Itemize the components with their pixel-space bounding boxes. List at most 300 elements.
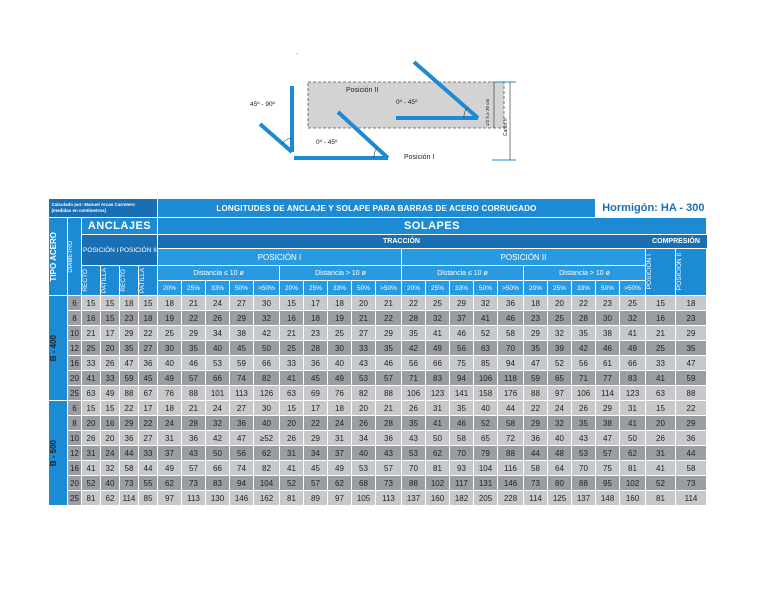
value-cell: 40 [158,356,182,371]
value-cell: 62 [254,446,280,461]
value-cell: 97 [328,491,352,506]
value-cell: 23 [120,311,139,326]
value-cell: 41 [280,371,304,386]
value-cell: 17 [101,326,120,341]
value-cell: 18 [139,311,158,326]
value-cell: 58 [498,326,524,341]
value-cell: 32 [548,416,572,431]
pct-header: 25% [548,281,572,296]
value-cell: 56 [572,356,596,371]
value-cell: 114 [524,491,548,506]
pct-header: 20% [280,281,304,296]
value-cell: 35 [450,401,474,416]
value-cell: 41 [82,371,101,386]
value-cell: 15 [646,401,676,416]
table-row [49,326,707,341]
value-cell: 23 [524,311,548,326]
pct-header: 33% [206,281,230,296]
value-cell: 95 [596,476,620,491]
pct-header: 25% [304,281,328,296]
value-cell: 32 [426,311,450,326]
value-cell: 33 [101,371,120,386]
value-cell: 36 [304,356,328,371]
value-cell: 27 [139,341,158,356]
value-cell: 29 [182,326,206,341]
value-cell: 35 [402,416,426,431]
value-cell: 56 [402,356,426,371]
pct-header: 20% [402,281,426,296]
table-row [49,476,707,491]
pct-header: 50% [352,281,376,296]
value-cell: 22 [139,416,158,431]
value-cell: 35 [120,341,139,356]
value-cell: 43 [352,356,376,371]
value-cell: 81 [280,491,304,506]
value-cell: 17 [139,401,158,416]
value-cell: 34 [206,326,230,341]
value-cell: 102 [620,476,646,491]
value-cell: 30 [254,401,280,416]
value-cell: 42 [206,431,230,446]
value-cell: 58 [120,461,139,476]
value-cell: 36 [182,431,206,446]
value-cell: 43 [572,431,596,446]
value-cell: 58 [450,431,474,446]
value-cell: 70 [498,341,524,356]
value-cell: 146 [230,491,254,506]
tipo-acero-header [49,218,68,296]
value-cell: 25 [158,326,182,341]
pct-header: 25% [182,281,206,296]
value-cell: 62 [426,446,450,461]
value-cell: 81 [426,461,450,476]
value-cell: 73 [120,476,139,491]
value-cell: 69 [304,386,328,401]
value-cell: 94 [230,476,254,491]
value-cell: 88 [524,386,548,401]
value-cell: 72 [498,431,524,446]
value-cell: 65 [474,431,498,446]
value-cell: 113 [376,491,402,506]
value-cell: 43 [402,431,426,446]
value-cell: 94 [498,356,524,371]
value-cell: 22 [676,401,707,416]
diameter-cell: 16 [68,461,82,476]
value-cell: 70 [402,461,426,476]
value-cell: 81 [82,491,101,506]
value-cell: 62 [328,476,352,491]
tipo-acero-label: TIPO ACERO [49,231,58,282]
pct-header: 25% [426,281,450,296]
value-cell: 46 [498,311,524,326]
value-cell: 131 [474,476,498,491]
value-cell: 24 [328,416,352,431]
value-cell: 20 [82,416,101,431]
value-cell: 53 [206,356,230,371]
dist-gt-header-1: Distancia > 10 ø [280,266,402,281]
table-row [49,371,707,386]
value-cell: 32 [101,461,120,476]
value-cell: 73 [676,476,707,491]
diameter-cell: 20 [68,371,82,386]
value-cell: 32 [620,311,646,326]
recto-label-1: RECTO [82,269,89,292]
anclajes-header: ANCLAJES [82,218,158,235]
value-cell: 19 [328,311,352,326]
value-cell: 93 [450,461,474,476]
value-cell: 82 [254,461,280,476]
value-cell: 117 [450,476,474,491]
steel-type-group [49,296,68,401]
diameter-cell: 25 [68,386,82,401]
value-cell: 66 [206,371,230,386]
value-cell: 63 [280,386,304,401]
value-cell: 29 [596,401,620,416]
value-cell: 20 [280,416,304,431]
value-cell: 36 [676,431,707,446]
patilla-label-2: PATILLA [139,267,146,294]
value-cell: 20 [352,401,376,416]
credit-units: (medidas en centímetros) [51,207,107,213]
value-cell: 23 [596,296,620,311]
pct-header: 50% [596,281,620,296]
value-cell: 33 [139,446,158,461]
value-cell: 22 [402,296,426,311]
value-cell: 125 [548,491,572,506]
compresion-pos-i-label: POSICIÓN I [646,254,653,290]
table-row [49,401,707,416]
value-cell: 56 [450,341,474,356]
value-cell: 57 [376,371,402,386]
pct-header: 33% [450,281,474,296]
value-cell: 29 [676,326,707,341]
traccion-posicion-ii: POSICIÓN II [402,249,646,266]
value-cell: 21 [82,326,101,341]
value-cell: 17 [304,401,328,416]
patilla-header-2 [139,266,158,296]
value-cell: 53 [572,446,596,461]
value-cell: 27 [230,296,254,311]
value-cell: 41 [280,461,304,476]
value-cell: 22 [524,401,548,416]
value-cell: 36 [120,431,139,446]
value-cell: 102 [426,476,450,491]
table-row [49,416,707,431]
value-cell: 43 [376,446,402,461]
value-cell: 49 [328,461,352,476]
pct-header: >50% [376,281,402,296]
value-cell: 176 [498,386,524,401]
value-cell: 106 [572,386,596,401]
value-cell: 20 [352,296,376,311]
value-cell: 30 [596,311,620,326]
value-cell: 15 [82,401,101,416]
value-cell: 82 [352,386,376,401]
value-cell: 24 [206,296,230,311]
value-cell: 40 [548,431,572,446]
value-cell: 101 [206,386,230,401]
bar-45-90 [260,86,292,152]
value-cell: 85 [139,491,158,506]
value-cell: 36 [139,356,158,371]
value-cell: 31 [280,446,304,461]
table-row [49,461,707,476]
value-cell: 82 [254,371,280,386]
value-cell: 30 [328,341,352,356]
dist-le-header-2: Distancia ≤ 10 ø [402,266,524,281]
value-cell: 18 [676,296,707,311]
value-cell: 20 [101,341,120,356]
value-cell: 15 [280,401,304,416]
value-cell: 106 [402,386,426,401]
value-cell: 18 [328,401,352,416]
value-cell: 104 [254,476,280,491]
value-cell: 162 [254,491,280,506]
dist-gt-header-2: Distancia > 10 ø [524,266,646,281]
pct-header: 33% [328,281,352,296]
value-cell: 47 [524,356,548,371]
value-cell: 32 [206,416,230,431]
value-cell: 47 [676,356,707,371]
value-cell: 59 [676,371,707,386]
value-cell: 29 [524,416,548,431]
value-cell: 33 [82,356,101,371]
value-cell: 113 [230,386,254,401]
value-cell: 40 [352,446,376,461]
value-cell: 21 [376,296,402,311]
value-cell: 33 [646,356,676,371]
recto-header-1 [82,266,101,296]
value-cell: 71 [402,371,426,386]
value-cell: 37 [328,446,352,461]
value-cell: 52 [280,476,304,491]
value-cell: 21 [646,326,676,341]
value-cell: 146 [498,476,524,491]
value-cell: 25 [280,341,304,356]
value-cell: 59 [230,356,254,371]
value-cell: 27 [230,401,254,416]
value-cell: 63 [646,386,676,401]
patilla-label-1: PATILLA [101,267,108,294]
value-cell: 130 [206,491,230,506]
value-cell: 57 [376,461,402,476]
value-cell: 123 [426,386,450,401]
label-pos-i: Posición I [404,154,435,161]
value-cell: 114 [676,491,707,506]
value-cell: 97 [548,386,572,401]
value-cell: 35 [182,341,206,356]
value-cell: 158 [474,386,498,401]
diametro-header [68,218,82,296]
value-cell: 26 [402,401,426,416]
hormigon-label: Hormigón: HA - 300 [596,199,707,218]
value-cell: 45 [230,341,254,356]
value-cell: 59 [524,371,548,386]
value-cell: 42 [402,341,426,356]
value-cell: 41 [620,416,646,431]
value-cell: 88 [376,386,402,401]
value-cell: 23 [304,326,328,341]
value-cell: 64 [548,461,572,476]
value-cell: 141 [450,386,474,401]
value-cell: 26 [352,416,376,431]
value-cell: 46 [596,341,620,356]
value-cell: 25 [620,296,646,311]
value-cell: 21 [280,326,304,341]
patilla-header-1 [101,266,120,296]
value-cell: 16 [82,311,101,326]
anchorage-table [48,198,707,506]
value-cell: 35 [572,416,596,431]
value-cell: 29 [524,326,548,341]
value-cell: 25 [82,341,101,356]
value-cell: 88 [182,386,206,401]
value-cell: 24 [206,401,230,416]
value-cell: 43 [182,446,206,461]
pct-header: 50% [474,281,498,296]
value-cell: 57 [182,371,206,386]
value-cell: 62 [158,476,182,491]
value-cell: 63 [474,341,498,356]
value-cell: 45 [304,371,328,386]
value-cell: 49 [158,461,182,476]
value-cell: 42 [254,326,280,341]
value-cell: 116 [498,461,524,476]
value-cell: 29 [120,416,139,431]
value-cell: 25 [548,311,572,326]
value-cell: 28 [402,311,426,326]
value-cell: 73 [182,476,206,491]
value-cell: 15 [101,401,120,416]
value-cell: 41 [426,326,450,341]
table-row [49,341,707,356]
value-cell: 27 [352,326,376,341]
value-cell: 21 [182,401,206,416]
value-cell: 29 [304,431,328,446]
value-cell: 89 [304,491,328,506]
value-cell: 88 [498,446,524,461]
value-cell: 33 [352,341,376,356]
value-cell: 31 [158,431,182,446]
value-cell: 66 [254,356,280,371]
value-cell: 37 [158,446,182,461]
value-cell: 44 [498,401,524,416]
value-cell: 24 [101,446,120,461]
label-half-depth: 1/2 h ≥ 30 cm [485,98,490,126]
value-cell: 47 [596,431,620,446]
credit-note [49,199,158,218]
value-cell: 67 [139,386,158,401]
value-cell: 94 [450,371,474,386]
value-cell: 18 [524,296,548,311]
label-angle-a: 45º - 90º [250,101,275,108]
value-cell: 74 [230,461,254,476]
value-cell: 28 [376,416,402,431]
table-row [49,491,707,506]
value-cell: 85 [474,356,498,371]
diameter-cell: 25 [68,491,82,506]
steel-type-label: B - 500 [49,439,58,467]
value-cell: 49 [620,341,646,356]
pct-header: >50% [620,281,646,296]
value-cell: 49 [101,386,120,401]
value-cell: 39 [548,341,572,356]
value-cell: 37 [450,311,474,326]
diameter-cell: 12 [68,341,82,356]
value-cell: 49 [158,371,182,386]
label-angle-c: 0º - 45º [316,139,338,146]
steel-type-group [49,401,68,506]
value-cell: 105 [352,491,376,506]
value-cell: 15 [646,296,676,311]
value-cell: 22 [304,416,328,431]
diagram-dot: - [296,52,298,57]
pct-header: >50% [254,281,280,296]
value-cell: 50 [206,446,230,461]
value-cell: 57 [596,446,620,461]
value-cell: 38 [596,416,620,431]
diameter-cell: 10 [68,326,82,341]
value-cell: 45 [139,371,158,386]
value-cell: 83 [620,371,646,386]
value-cell: 61 [596,356,620,371]
value-cell: 160 [620,491,646,506]
value-cell: 106 [474,371,498,386]
value-cell: 22 [182,311,206,326]
value-cell: 26 [646,431,676,446]
value-cell: 22 [120,401,139,416]
value-cell: 62 [101,491,120,506]
label-angle-b: 0º - 45º [396,99,418,106]
value-cell: 44 [676,446,707,461]
value-cell: 26 [82,431,101,446]
value-cell: 35 [376,341,402,356]
value-cell: 35 [402,326,426,341]
value-cell: 46 [182,356,206,371]
value-cell: 65 [548,371,572,386]
value-cell: 66 [206,461,230,476]
value-cell: 70 [572,461,596,476]
value-cell: 27 [139,431,158,446]
anclaje-posicion-i: POSICIÓN I [82,235,120,266]
value-cell: 29 [120,326,139,341]
compresion-pos-ii-label: POSICIÓN II [676,253,683,291]
value-cell: 15 [101,311,120,326]
value-cell: 15 [139,296,158,311]
compresion-pos-i [646,249,676,296]
diameter-cell: 8 [68,311,82,326]
value-cell: 35 [572,326,596,341]
table-row [49,386,707,401]
value-cell: 22 [572,296,596,311]
value-cell: 26 [280,431,304,446]
value-cell: 36 [524,431,548,446]
table-row [49,431,707,446]
value-cell: 33 [280,356,304,371]
value-cell: 52 [474,416,498,431]
pct-header: 50% [230,281,254,296]
value-cell: 18 [304,311,328,326]
value-cell: 22 [139,326,158,341]
value-cell: 228 [498,491,524,506]
value-cell: 50 [620,431,646,446]
pct-header: >50% [498,281,524,296]
solapes-header: SOLAPES [158,218,707,235]
value-cell: 58 [676,461,707,476]
value-cell: 52 [548,356,572,371]
value-cell: 26 [572,401,596,416]
value-cell: 63 [82,386,101,401]
